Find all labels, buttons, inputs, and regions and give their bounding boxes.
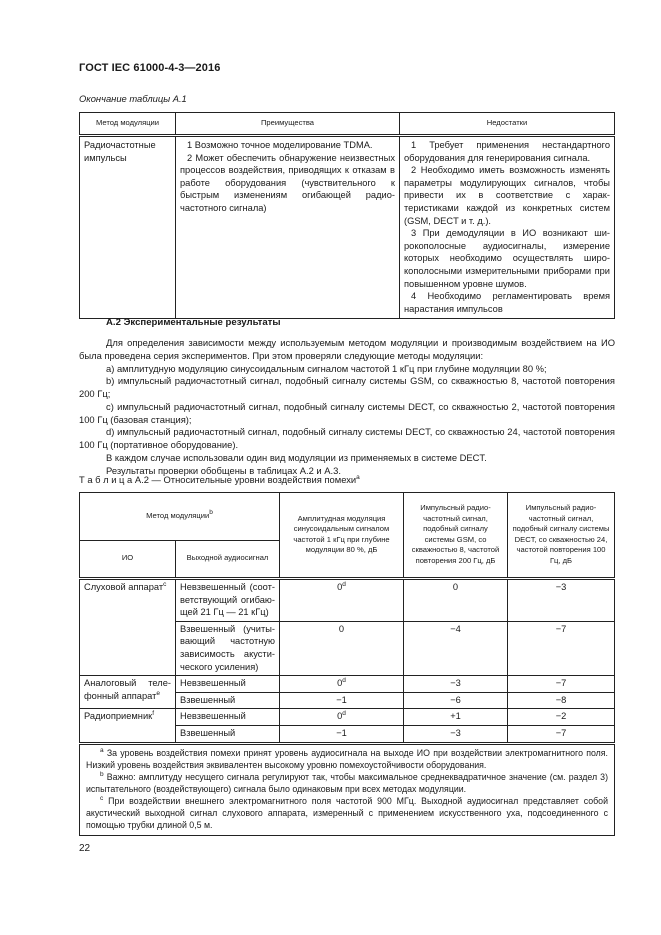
disadvantage-item: 3 При демодуляции в ИО возникают широкополосные аудиосигналы, измерение которых необходимо осуществлять широкополосными измерительными приборами при повышенном уровне шумов. (404, 228, 610, 289)
paragraph: Для определения зависимости между используемым методом модуляции и производимым воздействием на ИО была проведена серия экспериментов. При этом проверяли следующие методы модуляции: (79, 337, 615, 361)
gsm-value: −3 (404, 725, 508, 743)
paragraph: c) импульсный радиочастотный сигнал, подобный сигналу системы DECT, со скважностью 2, частотой повторения 100 Гц (базовая станция); (79, 400, 615, 425)
io-cell: Радиоприемник$^f$ (80, 709, 176, 743)
am-value: −1 (280, 692, 404, 709)
dect-value: −7 (508, 621, 615, 675)
header-advantages: Преимущества (176, 113, 400, 136)
am-value: 0$^d$ (280, 579, 404, 622)
table-a2 (79, 492, 615, 836)
output-cell: Взвешенный (176, 725, 280, 743)
am-value: −1 (280, 725, 404, 743)
header-method: Метод модуляции$^b$ (80, 493, 280, 541)
output-cell: Невзвешенный (176, 709, 280, 726)
paragraph: d) импульсный радиочастотный сигнал, подобный сигналу системы DECT, со скважностью 24, частотой повторения 100 Гц (портативное оборудование). (79, 426, 615, 450)
gsm-value: +1 (404, 709, 508, 726)
table-a2-footnotes-row (80, 743, 615, 836)
paragraph: Результаты проверки обобщены в таблицах А.2 и А.3. (106, 464, 341, 476)
table-row (80, 136, 615, 319)
subheader-io: ИО (80, 541, 176, 579)
output-cell: Взвешенный (учитывающий частотную зависимость акустического усиления) (176, 621, 280, 675)
table-continuation-caption: Окончание таблицы А.1 (79, 93, 187, 104)
section-title: А.2 Экспериментальные результаты (106, 317, 281, 328)
output-cell: Невзвешенный (176, 676, 280, 693)
table-row (80, 709, 615, 726)
disadvantage-item: 4 Необходимо регламентировать время нарастания импульсов (404, 291, 610, 314)
body-text (79, 337, 615, 477)
gsm-value: −6 (404, 692, 508, 709)
disadvantage-item: 2 Необходимо иметь возможность изменять параметры модулирующих сигналов, чтобы привести их в соответствие с характеристиками каждой из конкретных систем (GSM, DECT и т. д.). (404, 165, 610, 226)
paragraph: b) импульсный радиочастотный сигнал, подобный сигналу системы GSM, со скважностью 8, частотой повторения 200 Гц; (79, 375, 615, 399)
table-a1-header-row (80, 113, 615, 136)
disadvantages-cell (400, 136, 615, 319)
output-cell: Взвешенный (176, 692, 280, 709)
dect-value: −2 (508, 709, 615, 726)
am-value: 0$^d$ (280, 676, 404, 693)
output-cell: Невзвешенный (соответствующий огибающей 21 Гц — 21 кГц) (176, 579, 280, 622)
io-cell: Аналоговый телефонный аппарат$^e$ (80, 676, 176, 709)
header-dect: Импульсный радиочастотный сигнал, подобный сигналу системы DECT, со скважностью 24, частотой повторения 100 Гц, дБ (508, 493, 615, 579)
advantage-item: 1 Возможно точное моделирование TDMA. (187, 140, 373, 150)
table-a2-header-row (80, 493, 615, 541)
method-cell: Радиочастотные импульсы (80, 136, 176, 319)
footnote: $^a$ За уровень воздействия помехи принят уровень аудиосигнала на выходе ИО при воздействии электромагнитного поля. Низкий уровень воздействия эквивалентен высокому уровню помехоустойчивости оборудования. (86, 746, 608, 770)
advantage-item: 2 Может обеспечить обнаружение неизвестных процессов воздействия, приводящих к отказам в работе оборудования (чувствительного к быстрым изменениям огибающей радиочастотного сигнала) (180, 152, 395, 213)
am-value: 0$^d$ (280, 709, 404, 726)
table-a2-caption: Т а б л и ц а А.2 — Относительные уровни воздействия помехи$^a$ (79, 474, 360, 485)
table-footnotes (80, 743, 615, 836)
table-row (80, 579, 615, 622)
gsm-value: −3 (404, 676, 508, 693)
header-gsm: Импульсный радиочастотный сигнал, подобный сигналу системы GSM, со скважностью 8, частотой повторения 200 Гц, дБ (404, 493, 508, 579)
paragraph: В каждом случае использовали один вид модуляции из применяемых в системе DECT. (106, 451, 487, 463)
dect-value: −3 (508, 579, 615, 622)
paragraph: а) амплитудную модуляцию синусоидальным сигналом частотой 1 кГц при глубине модуляции 80 %; (106, 362, 547, 374)
table-a1 (79, 112, 615, 319)
header-am: Амплитудная модуляция синусоидальным сигналом частотой 1 кГц при глубине модуляции 80 %, дБ (280, 493, 404, 579)
footnote: $^c$ При воздействии внешнего электромагнитного поля частотой 900 МГц. Выходной аудиосигнал представляет собой акустический выходной сигнал слухового аппарата, измеренный с применением искусственного уха, подсоединенного с помощью трубки длиной 0,5 м. (86, 794, 608, 831)
subheader-output: Выходной аудиосигнал (176, 541, 280, 579)
gsm-value: 0 (404, 579, 508, 622)
dect-value: −7 (508, 676, 615, 693)
footnote: $^b$ Важно: амплитуду несущего сигнала регулируют так, чтобы максимальное среднеквадратичное значение (см. раздел 3) испытательного (воздействующего) сигнала было одинаковым при всех методах модуляции. (86, 770, 608, 794)
document-header: ГОСТ IEC 61000-4-3—2016 (79, 62, 221, 74)
page-number: 22 (79, 843, 91, 854)
advantages-cell (176, 136, 400, 319)
header-method: Метод модуляции (80, 113, 176, 136)
io-cell: Слуховой аппарат$^c$ (80, 579, 176, 676)
header-disadvantages: Недостатки (400, 113, 615, 136)
gsm-value: −4 (404, 621, 508, 675)
am-value: 0 (280, 621, 404, 675)
dect-value: −8 (508, 692, 615, 709)
disadvantage-item: 1 Требует применения нестандартного оборудования для генерирования сигнала. (404, 140, 610, 163)
table-row (80, 676, 615, 693)
dect-value: −7 (508, 725, 615, 743)
